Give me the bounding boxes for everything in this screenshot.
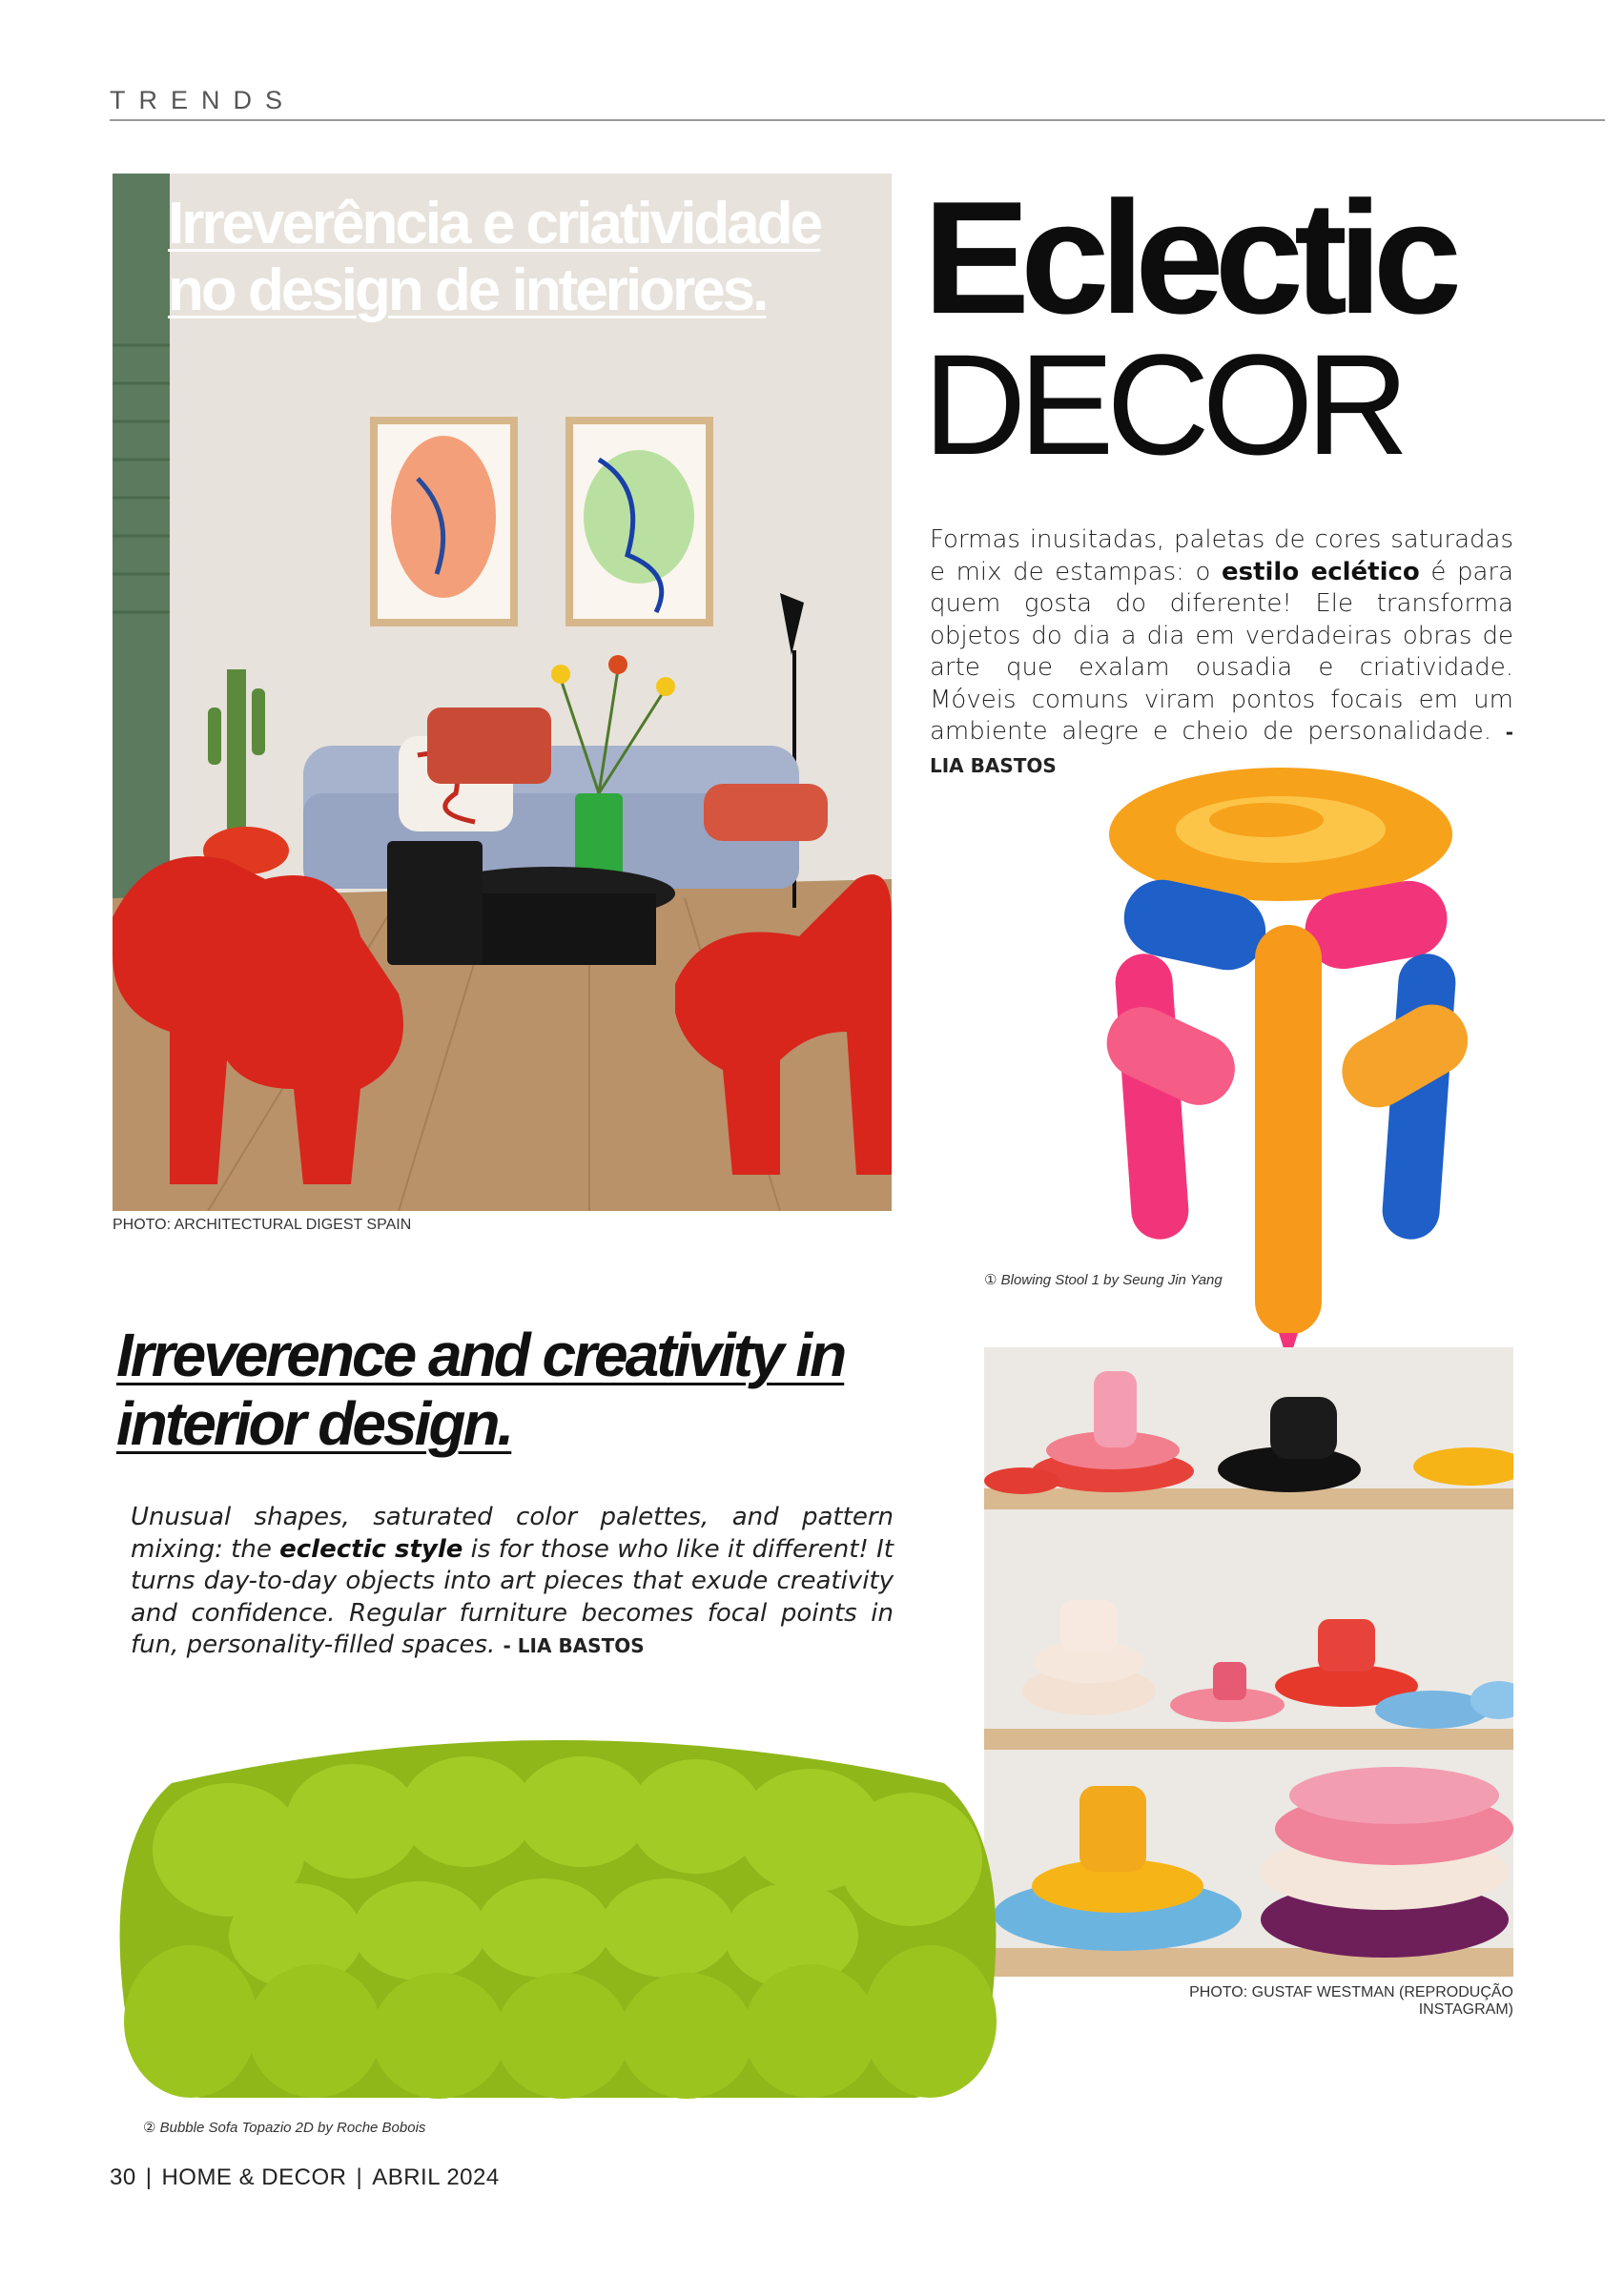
intro-en-text-end: is for those who like it different! It turns day-to-day objects into art pieces that exude creativity and confidence. Regular furniture becomes focal points in fun, personality-filled spaces.: [131, 1534, 894, 1659]
page-footer: [110, 2164, 500, 2191]
intro-en-text: Unusual shapes, saturated color palettes, and pattern mixing: the: [131, 1503, 894, 1564]
english-headline: Irreverence and creativity in interior design.: [116, 1321, 845, 1458]
section-label: TRENDS: [110, 86, 297, 114]
shelves-photo: [984, 1347, 1513, 1977]
intro-en-highlight: eclectic style: [279, 1534, 463, 1564]
intro-english: [131, 1502, 894, 1663]
title-line-1: Eclectic: [923, 168, 1453, 347]
ceramic-shelves-illustration: [984, 1347, 1513, 1977]
shelves-photo-credit: PHOTO: GUSTAF WESTMAN (REPRODUÇÃO INSTAGRAM): [1189, 1984, 1513, 2018]
issue-date: ABRIL 2024: [372, 2164, 500, 2190]
magazine-name: HOME & DECOR: [161, 2164, 347, 2190]
intro-portuguese: [930, 524, 1513, 782]
hero-photo-credit: PHOTO: ARCHITECTURAL DIGEST SPAIN: [113, 1217, 412, 1233]
page-number: 30: [110, 2164, 136, 2190]
living-room-illustration: [113, 174, 892, 1211]
bubble-sofa-illustration: [105, 1716, 1011, 2117]
title-line-2: DECOR: [923, 324, 1402, 484]
hero-photo: [113, 174, 892, 1211]
hero-headline: Irreverência e criatividade no design de interiores.: [168, 191, 821, 323]
intro-pt-highlight: estilo eclético: [1221, 557, 1420, 586]
stool-caption: ① Blowing Stool 1 by Seung Jin Yang: [984, 1272, 1223, 1288]
intro-en-byline: - LIA BASTOS: [503, 1634, 645, 1657]
intro-pt-byline: - LIA BASTOS: [930, 721, 1514, 777]
section-divider: [110, 119, 1605, 121]
sofa-caption: ② Bubble Sofa Topazio 2D by Roche Bobois: [143, 2120, 426, 2136]
footer-separator: |: [145, 2164, 153, 2190]
footer-separator: |: [356, 2164, 363, 2190]
intro-pt-text-end: é para quem gosta do diferente! Ele transforma objetos do dia a dia em verdadeiras obras de arte que exalam ousadia e criatividade. Móveis comuns viram pontos focais em um ambiente alegre e cheio de personalidade.: [930, 557, 1514, 746]
intro-pt-text: Formas inusitadas, paletas de cores saturadas e mix de estampas: o: [930, 525, 1513, 586]
